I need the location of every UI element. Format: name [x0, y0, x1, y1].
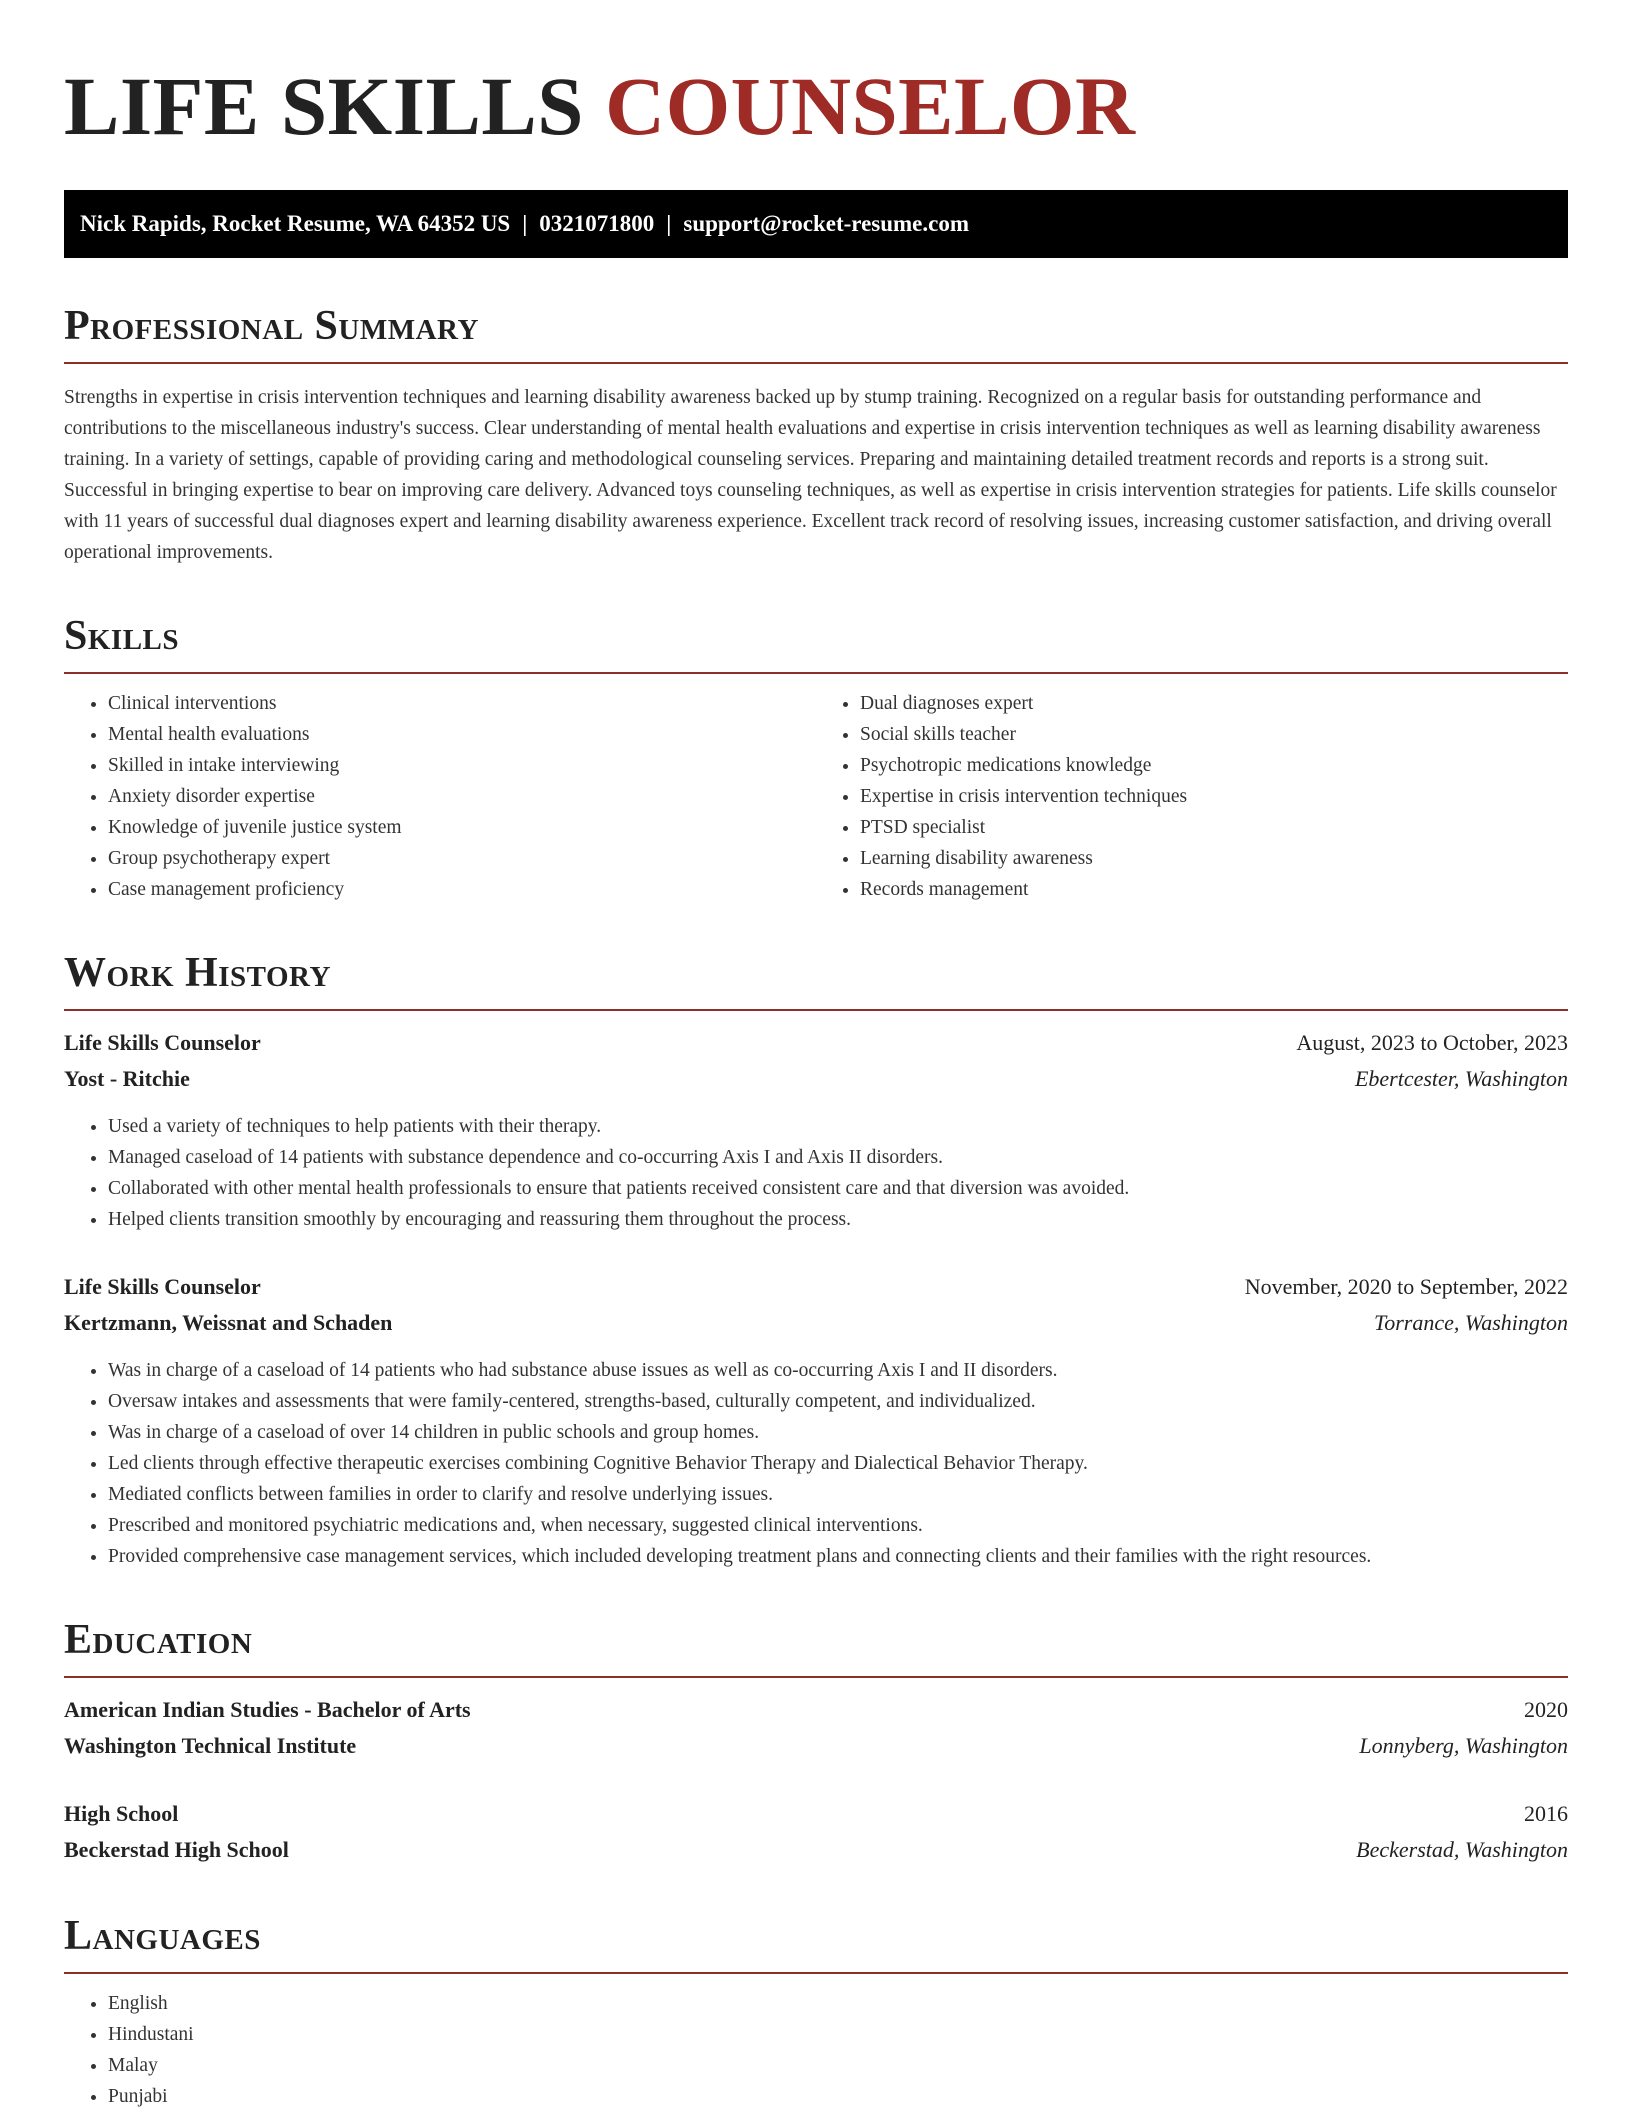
job-bullet: • Helped clients transition smoothly by encouraging and reassuring them throughout the process.	[108, 1204, 1568, 1235]
job-entry	[64, 1269, 1568, 1572]
education-location: Lonnyberg, Washington	[1359, 1733, 1568, 1758]
language-item: • Punjabi	[108, 2081, 1568, 2112]
skill-item: • Expertise in crisis intervention techniques	[860, 781, 1568, 812]
title-part-2: COUNSELOR	[605, 60, 1136, 152]
education-header-row	[64, 1796, 1568, 1832]
skills-column-left	[64, 674, 816, 905]
education-year: 2020	[1524, 1697, 1568, 1722]
language-item: • Malay	[108, 2050, 1568, 2081]
skill-item: • Anxiety disorder expertise	[108, 781, 816, 812]
education-school: Washington Technical Institute	[64, 1733, 357, 1758]
job-company-row	[64, 1061, 1568, 1097]
job-bullet: • Collaborated with other mental health professionals to ensure that patients received consistent care and that diversion was avoided.	[108, 1173, 1568, 1204]
skill-item: • Clinical interventions	[108, 688, 816, 719]
resume-title	[64, 56, 1568, 156]
skills-column-right	[816, 674, 1568, 905]
skill-item: • Records management	[860, 874, 1568, 905]
skills-list-right	[816, 688, 1568, 905]
skill-item: • Psychotropic medications knowledge	[860, 750, 1568, 781]
job-company: Yost - Ritchie	[64, 1066, 190, 1091]
skills-grid	[64, 674, 1568, 905]
languages-section	[64, 1912, 1568, 2112]
education-school-row	[64, 1832, 1568, 1868]
job-entry	[64, 1025, 1568, 1235]
skill-item: • Learning disability awareness	[860, 843, 1568, 874]
section-heading: Professional Summary	[64, 302, 1568, 364]
section-heading: Languages	[64, 1912, 1568, 1974]
languages-list	[64, 1988, 1568, 2112]
job-title: Life Skills Counselor	[64, 1030, 261, 1055]
skill-item: • Social skills teacher	[860, 719, 1568, 750]
skill-item: • Dual diagnoses expert	[860, 688, 1568, 719]
job-header-row	[64, 1269, 1568, 1305]
section-heading: Work History	[64, 949, 1568, 1011]
job-dates: August, 2023 to October, 2023	[1296, 1030, 1568, 1055]
contact-phone[interactable]: 0321071800	[539, 211, 655, 236]
contact-bar	[64, 190, 1568, 258]
section-heading: Skills	[64, 612, 1568, 674]
job-bullet: • Oversaw intakes and assessments that were family-centered, strengths-based, culturally competent, and individualized.	[108, 1386, 1568, 1417]
job-bullet: • Managed caseload of 14 patients with substance dependence and co-occurring Axis I and Axis II disorders.	[108, 1142, 1568, 1173]
professional-summary-section	[64, 302, 1568, 568]
job-bullet: • Mediated conflicts between families in order to clarify and resolve underlying issues.	[108, 1479, 1568, 1510]
language-item: • Hindustani	[108, 2019, 1568, 2050]
job-dates: November, 2020 to September, 2022	[1244, 1274, 1568, 1299]
education-entry	[64, 1692, 1568, 1764]
job-bullet: • Provided comprehensive case management services, which included developing treatment plans and connecting clients and their families with the right resources.	[108, 1541, 1568, 1572]
skill-item: • Case management proficiency	[108, 874, 816, 905]
education-degree: American Indian Studies - Bachelor of Arts	[64, 1697, 471, 1722]
education-school: Beckerstad High School	[64, 1837, 289, 1862]
job-bullet: • Was in charge of a caseload of 14 patients who had substance abuse issues as well as co-occurring Axis I and II disorders.	[108, 1355, 1568, 1386]
job-bullet: • Was in charge of a caseload of over 14 children in public schools and group homes.	[108, 1417, 1568, 1448]
skill-item: • Group psychotherapy expert	[108, 843, 816, 874]
education-section	[64, 1616, 1568, 1868]
job-bullet: • Led clients through effective therapeutic exercises combining Cognitive Behavior Therapy and Dialectical Behavior Therapy.	[108, 1448, 1568, 1479]
skills-list-left	[64, 688, 816, 905]
job-title: Life Skills Counselor	[64, 1274, 261, 1299]
education-degree: High School	[64, 1801, 179, 1826]
job-location: Ebertcester, Washington	[1354, 1066, 1568, 1091]
education-entry	[64, 1796, 1568, 1868]
skill-item: • Skilled in intake interviewing	[108, 750, 816, 781]
skills-section	[64, 612, 1568, 905]
job-company-row	[64, 1305, 1568, 1341]
job-header-row	[64, 1025, 1568, 1061]
job-bullets	[64, 1355, 1568, 1572]
summary-text: Strengths in expertise in crisis intervention techniques and learning disability awareness backed up by stump training. Recognized on a regular basis for outstanding performance and contributions to the miscellaneous industry's success. Clear understanding of mental health evaluations and expertise in crisis intervention techniques as well as learning disability awareness training. In a variety of settings, capable of providing caring and methodological counseling services. Preparing and maintaining detailed treatment records and reports is a strong suit. Successful in bringing expertise to bear on improving care delivery. Advanced toys counseling techniques, as well as expertise in crisis intervention strategies for patients. Life skills counselor with 11 years of successful dual diagnoses expert and learning disability awareness experience. Excellent track record of resolving issues, increasing customer satisfaction, and driving overall operational improvements.	[64, 387, 1557, 563]
contact-separator: |	[666, 211, 672, 236]
language-item: • English	[108, 1988, 1568, 2019]
contact-separator: |	[522, 211, 528, 236]
contact-email[interactable]: support@rocket-resume.com	[683, 211, 970, 236]
education-year: 2016	[1524, 1801, 1568, 1826]
contact-address: Nick Rapids, Rocket Resume, WA 64352 US	[80, 211, 511, 236]
work-history-section	[64, 949, 1568, 1572]
job-bullet: • Used a variety of techniques to help patients with their therapy.	[108, 1111, 1568, 1142]
job-company: Kertzmann, Weissnat and Schaden	[64, 1310, 393, 1335]
title-part-1: LIFE SKILLS	[64, 60, 584, 152]
job-bullets	[64, 1111, 1568, 1235]
skill-item: • Mental health evaluations	[108, 719, 816, 750]
section-heading: Education	[64, 1616, 1568, 1678]
skill-item: • PTSD specialist	[860, 812, 1568, 843]
job-location: Torrance, Washington	[1374, 1310, 1568, 1335]
education-header-row	[64, 1692, 1568, 1728]
skill-item: • Knowledge of juvenile justice system	[108, 812, 816, 843]
education-location: Beckerstad, Washington	[1356, 1837, 1568, 1862]
job-bullet: • Prescribed and monitored psychiatric medications and, when necessary, suggested clinical interventions.	[108, 1510, 1568, 1541]
education-school-row	[64, 1728, 1568, 1764]
